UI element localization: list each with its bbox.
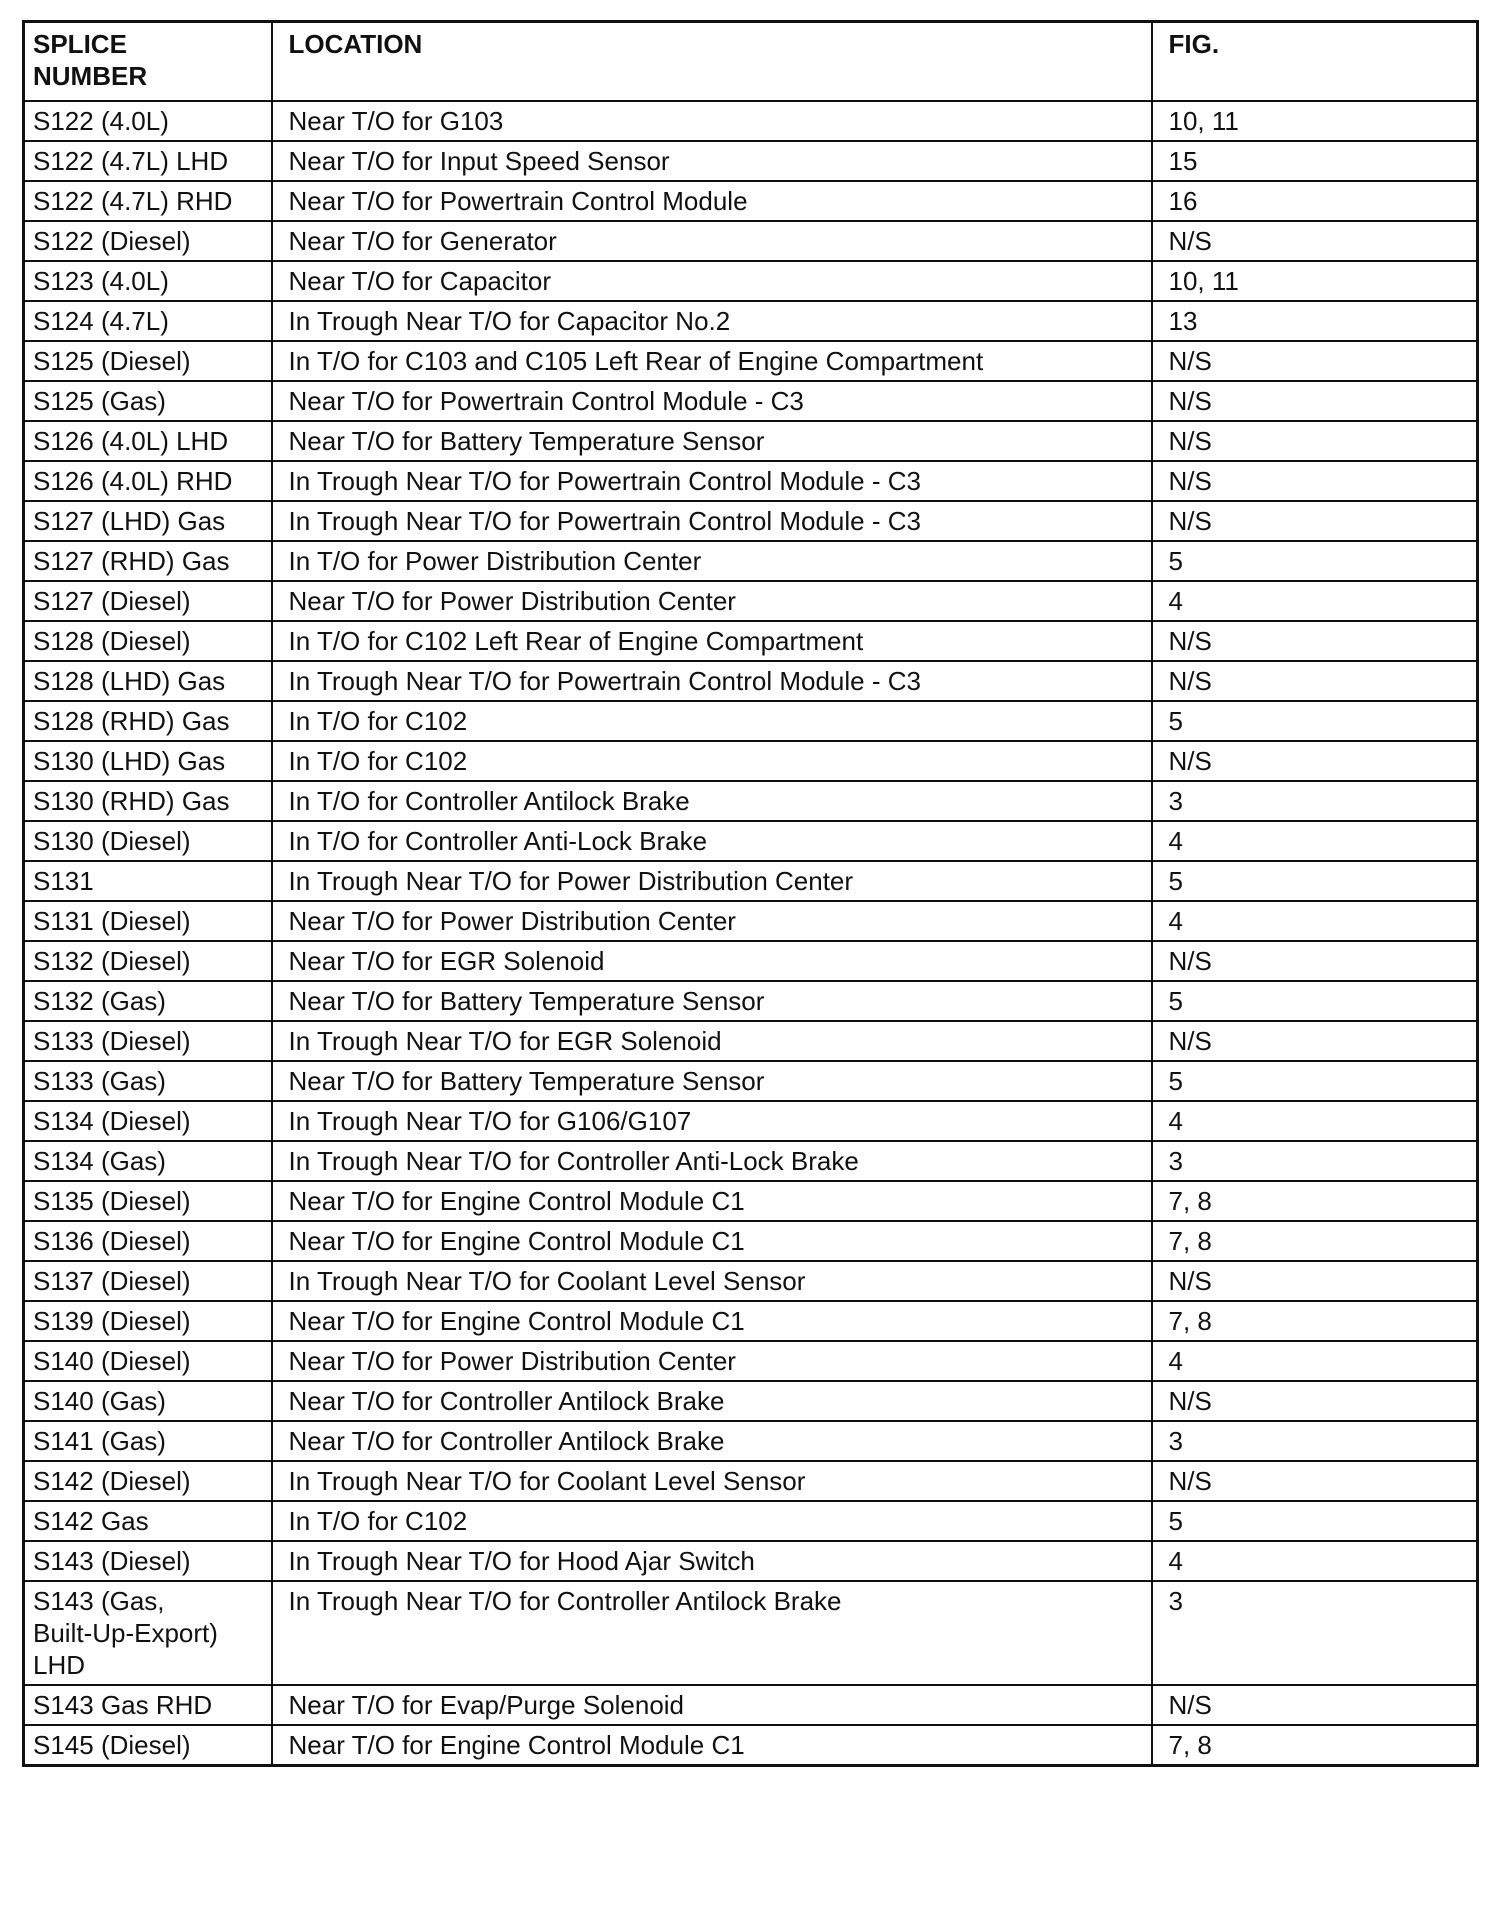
table-row xyxy=(24,1301,1478,1341)
table-body xyxy=(24,101,1478,1766)
cell-fig: 5 xyxy=(1152,701,1478,741)
cell-fig: 7, 8 xyxy=(1152,1725,1478,1766)
table-row xyxy=(24,1141,1478,1181)
cell-location: Near T/O for Battery Temperature Sensor xyxy=(272,1061,1152,1101)
cell-location: In T/O for C102 xyxy=(272,701,1152,741)
cell-fig: 4 xyxy=(1152,1101,1478,1141)
cell-splice-number: S125 (Diesel) xyxy=(24,341,272,381)
table-row xyxy=(24,421,1478,461)
cell-fig: N/S xyxy=(1152,221,1478,261)
table-row xyxy=(24,461,1478,501)
cell-location: Near T/O for Battery Temperature Sensor xyxy=(272,421,1152,461)
cell-splice-number: S132 (Gas) xyxy=(24,981,272,1021)
table-row xyxy=(24,1725,1478,1766)
header-fig-label: FIG. xyxy=(1168,29,1220,59)
table-row xyxy=(24,981,1478,1021)
cell-location: Near T/O for Engine Control Module C1 xyxy=(272,1181,1152,1221)
table-row xyxy=(24,261,1478,301)
cell-fig: 5 xyxy=(1152,541,1478,581)
table-row xyxy=(24,1021,1478,1061)
cell-splice-number: S142 (Diesel) xyxy=(24,1461,272,1501)
cell-splice-number: S136 (Diesel) xyxy=(24,1221,272,1261)
cell-fig: 10, 11 xyxy=(1152,101,1478,141)
table-row xyxy=(24,1261,1478,1301)
cell-location: Near T/O for EGR Solenoid xyxy=(272,941,1152,981)
cell-location: In T/O for C103 and C105 Left Rear of Engine Compartment xyxy=(272,341,1152,381)
cell-fig: 4 xyxy=(1152,1541,1478,1581)
cell-location: In Trough Near T/O for Power Distribution Center xyxy=(272,861,1152,901)
cell-fig: 5 xyxy=(1152,981,1478,1021)
cell-location: Near T/O for Engine Control Module C1 xyxy=(272,1301,1152,1341)
cell-location: In Trough Near T/O for Powertrain Control Module - C3 xyxy=(272,661,1152,701)
cell-location: Near T/O for Power Distribution Center xyxy=(272,1341,1152,1381)
cell-location: In Trough Near T/O for Powertrain Control Module - C3 xyxy=(272,461,1152,501)
table-row xyxy=(24,1581,1478,1685)
table-row xyxy=(24,541,1478,581)
table-row xyxy=(24,221,1478,261)
table-row xyxy=(24,781,1478,821)
cell-splice-number: S133 (Gas) xyxy=(24,1061,272,1101)
cell-splice-number: S127 (LHD) Gas xyxy=(24,501,272,541)
cell-fig: 7, 8 xyxy=(1152,1181,1478,1221)
cell-location: Near T/O for Evap/Purge Solenoid xyxy=(272,1685,1152,1725)
cell-fig: 3 xyxy=(1152,1141,1478,1181)
cell-location: Near T/O for Power Distribution Center xyxy=(272,901,1152,941)
table-row xyxy=(24,101,1478,141)
cell-fig: 5 xyxy=(1152,1061,1478,1101)
cell-location: Near T/O for Powertrain Control Module - C3 xyxy=(272,381,1152,421)
cell-splice-number: S122 (Diesel) xyxy=(24,221,272,261)
cell-splice-number: S133 (Diesel) xyxy=(24,1021,272,1061)
cell-splice-number: S128 (LHD) Gas xyxy=(24,661,272,701)
cell-splice-number: S127 (RHD) Gas xyxy=(24,541,272,581)
cell-splice-number: S128 (Diesel) xyxy=(24,621,272,661)
cell-fig: 7, 8 xyxy=(1152,1221,1478,1261)
cell-location: Near T/O for Controller Antilock Brake xyxy=(272,1381,1152,1421)
cell-location: In T/O for C102 Left Rear of Engine Compartment xyxy=(272,621,1152,661)
cell-splice-number: S122 (4.7L) LHD xyxy=(24,141,272,181)
cell-splice-number: S134 (Gas) xyxy=(24,1141,272,1181)
cell-splice-number: S130 (Diesel) xyxy=(24,821,272,861)
table-row xyxy=(24,1421,1478,1461)
cell-fig: 3 xyxy=(1152,781,1478,821)
cell-fig: 3 xyxy=(1152,1421,1478,1461)
table-row xyxy=(24,341,1478,381)
cell-splice-number: S126 (4.0L) LHD xyxy=(24,421,272,461)
cell-splice-number: S140 (Diesel) xyxy=(24,1341,272,1381)
cell-splice-number: S130 (RHD) Gas xyxy=(24,781,272,821)
cell-splice-number: S145 (Diesel) xyxy=(24,1725,272,1766)
table-row xyxy=(24,1541,1478,1581)
cell-splice-number: S139 (Diesel) xyxy=(24,1301,272,1341)
cell-location: Near T/O for Power Distribution Center xyxy=(272,581,1152,621)
cell-location: In T/O for Power Distribution Center xyxy=(272,541,1152,581)
splice-location-table xyxy=(22,20,1479,1767)
cell-location: In Trough Near T/O for EGR Solenoid xyxy=(272,1021,1152,1061)
table-row xyxy=(24,1685,1478,1725)
cell-fig: 5 xyxy=(1152,861,1478,901)
cell-splice-number: S130 (LHD) Gas xyxy=(24,741,272,781)
table-row xyxy=(24,621,1478,661)
table-row xyxy=(24,941,1478,981)
table-row xyxy=(24,661,1478,701)
cell-location: Near T/O for Controller Antilock Brake xyxy=(272,1421,1152,1461)
cell-location: In Trough Near T/O for Controller Antilock Brake xyxy=(272,1581,1152,1685)
table-row xyxy=(24,501,1478,541)
table-row xyxy=(24,1221,1478,1261)
cell-fig: 5 xyxy=(1152,1501,1478,1541)
table-row xyxy=(24,741,1478,781)
cell-fig: N/S xyxy=(1152,1685,1478,1725)
cell-fig: N/S xyxy=(1152,741,1478,781)
cell-fig: 10, 11 xyxy=(1152,261,1478,301)
cell-splice-number: S123 (4.0L) xyxy=(24,261,272,301)
cell-fig: N/S xyxy=(1152,1261,1478,1301)
cell-fig: 4 xyxy=(1152,1341,1478,1381)
cell-fig: 15 xyxy=(1152,141,1478,181)
cell-location: In Trough Near T/O for Capacitor No.2 xyxy=(272,301,1152,341)
cell-fig: N/S xyxy=(1152,381,1478,421)
cell-fig: N/S xyxy=(1152,421,1478,461)
cell-fig: 13 xyxy=(1152,301,1478,341)
cell-fig: 16 xyxy=(1152,181,1478,221)
table-row xyxy=(24,141,1478,181)
cell-splice-number: S128 (RHD) Gas xyxy=(24,701,272,741)
cell-splice-number: S143 Gas RHD xyxy=(24,1685,272,1725)
cell-location: In T/O for Controller Antilock Brake xyxy=(272,781,1152,821)
cell-location: Near T/O for G103 xyxy=(272,101,1152,141)
cell-splice-number: S124 (4.7L) xyxy=(24,301,272,341)
cell-splice-number: S125 (Gas) xyxy=(24,381,272,421)
cell-splice-number: S143 (Gas, Built-Up-Export) LHD xyxy=(24,1581,272,1685)
cell-location: Near T/O for Input Speed Sensor xyxy=(272,141,1152,181)
cell-fig: 4 xyxy=(1152,581,1478,621)
cell-fig: N/S xyxy=(1152,341,1478,381)
cell-splice-number: S142 Gas xyxy=(24,1501,272,1541)
cell-splice-number: S122 (4.0L) xyxy=(24,101,272,141)
cell-fig: 4 xyxy=(1152,901,1478,941)
cell-location: In Trough Near T/O for Coolant Level Sensor xyxy=(272,1461,1152,1501)
cell-fig: N/S xyxy=(1152,941,1478,981)
cell-splice-number: S122 (4.7L) RHD xyxy=(24,181,272,221)
table-row xyxy=(24,1181,1478,1221)
header-fig xyxy=(1152,22,1478,101)
header-splice-number-label: SPLICE NUMBER xyxy=(33,29,148,91)
cell-splice-number: S143 (Diesel) xyxy=(24,1541,272,1581)
cell-fig: 4 xyxy=(1152,821,1478,861)
cell-splice-number: S141 (Gas) xyxy=(24,1421,272,1461)
table-row xyxy=(24,181,1478,221)
cell-splice-number: S132 (Diesel) xyxy=(24,941,272,981)
cell-location: Near T/O for Capacitor xyxy=(272,261,1152,301)
cell-fig: N/S xyxy=(1152,661,1478,701)
cell-fig: 7, 8 xyxy=(1152,1301,1478,1341)
cell-splice-number: S134 (Diesel) xyxy=(24,1101,272,1141)
cell-fig: N/S xyxy=(1152,461,1478,501)
cell-location: Near T/O for Battery Temperature Sensor xyxy=(272,981,1152,1021)
cell-location: In T/O for Controller Anti-Lock Brake xyxy=(272,821,1152,861)
cell-location: In Trough Near T/O for Hood Ajar Switch xyxy=(272,1541,1152,1581)
cell-splice-number: S131 (Diesel) xyxy=(24,901,272,941)
cell-fig: 3 xyxy=(1152,1581,1478,1685)
cell-fig: N/S xyxy=(1152,621,1478,661)
cell-location: In Trough Near T/O for Controller Anti-Lock Brake xyxy=(272,1141,1152,1181)
table-row xyxy=(24,821,1478,861)
header-location xyxy=(272,22,1152,101)
table-row xyxy=(24,1101,1478,1141)
cell-fig: N/S xyxy=(1152,1021,1478,1061)
cell-splice-number: S140 (Gas) xyxy=(24,1381,272,1421)
cell-splice-number: S137 (Diesel) xyxy=(24,1261,272,1301)
cell-splice-number: S135 (Diesel) xyxy=(24,1181,272,1221)
cell-fig: N/S xyxy=(1152,501,1478,541)
table-header-row xyxy=(24,22,1478,101)
table-row xyxy=(24,861,1478,901)
cell-location: In Trough Near T/O for G106/G107 xyxy=(272,1101,1152,1141)
cell-location: In Trough Near T/O for Powertrain Control Module - C3 xyxy=(272,501,1152,541)
cell-splice-number: S131 xyxy=(24,861,272,901)
cell-location: Near T/O for Powertrain Control Module xyxy=(272,181,1152,221)
cell-location: In Trough Near T/O for Coolant Level Sensor xyxy=(272,1261,1152,1301)
cell-location: Near T/O for Generator xyxy=(272,221,1152,261)
table-row xyxy=(24,1061,1478,1101)
table-row xyxy=(24,1501,1478,1541)
table-row xyxy=(24,701,1478,741)
table-row xyxy=(24,1341,1478,1381)
cell-fig: N/S xyxy=(1152,1461,1478,1501)
cell-splice-number: S127 (Diesel) xyxy=(24,581,272,621)
cell-location: In T/O for C102 xyxy=(272,1501,1152,1541)
table-row xyxy=(24,301,1478,341)
cell-location: Near T/O for Engine Control Module C1 xyxy=(272,1725,1152,1766)
table-row xyxy=(24,581,1478,621)
table-row xyxy=(24,1381,1478,1421)
cell-location: Near T/O for Engine Control Module C1 xyxy=(272,1221,1152,1261)
header-splice-number xyxy=(24,22,272,101)
cell-splice-number: S126 (4.0L) RHD xyxy=(24,461,272,501)
cell-fig: N/S xyxy=(1152,1381,1478,1421)
header-location-label: LOCATION xyxy=(288,29,423,59)
table-row xyxy=(24,1461,1478,1501)
table-row xyxy=(24,901,1478,941)
cell-location: In T/O for C102 xyxy=(272,741,1152,781)
table-row xyxy=(24,381,1478,421)
